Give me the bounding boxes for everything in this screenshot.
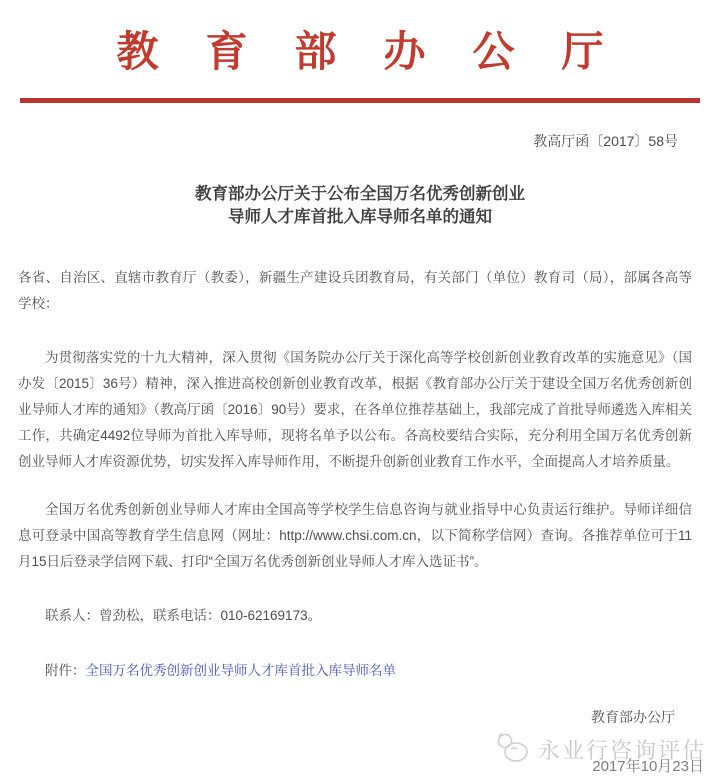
document-body <box>0 265 720 684</box>
attachment-row <box>18 658 692 684</box>
letterhead-divider <box>20 98 700 103</box>
salutation: 各省、自治区、直辖市教育厅（教委），新疆生产建设兵团教育局，有关部门（单位）教育司（局），部属各高等学校： <box>18 270 692 311</box>
watermark-logo-icon <box>494 729 532 772</box>
document-date: 2017年10月23日 <box>592 758 704 775</box>
document-title-line1: 教育部办公厅关于公布全国万名优秀创新创业 <box>195 185 525 203</box>
issuer-signature: 教育部办公厅 <box>591 709 675 725</box>
letterhead-title: 教育部办公厅 <box>116 27 651 76</box>
body-paragraph-2: 全国万名优秀创新创业导师人才库由全国高等学校学生信息咨询与就业指导中心负责运行维护。导师详细信息可登录中国高等教育学生信息网（网址：http://www.chsi.com.cn，以下简称学信网）查询。各推荐单位可于11月15日后登录学信网下载、打印“全国万名优秀创新创业导师人才库入选证书”。 <box>18 502 692 569</box>
contact-info: 联系人：曾劲松，联系电话：010-62169173。 <box>45 608 322 623</box>
attachment-link[interactable]: 全国万名优秀创新创业导师人才库首批入库导师名单 <box>85 663 396 678</box>
document-number: 教高厅函〔2017〕58号 <box>533 133 678 149</box>
watermark-text: 永业行咨询评估 <box>537 737 706 763</box>
body-paragraph-1: 为贯彻落实党的十九大精神，深入贯彻《国务院办公厅关于深化高等学校创新创业教育改革的实施意见》（国办发〔2015〕36号）精神，深入推进高校创新创业教育改革，根据《教育部办公厅关于建设全国万名优秀创新创业导师人才库的通知》（教高厅函〔2016〕90号）要求，在各单位推荐基础上，我部完成了首批导师遴选入库相关工作，共确定4492位导师为首批入库导师，现将名单予以公布。各高校要结合实际，充分利用全国万名优秀创新创业导师人才库资源优势，切实发挥入库导师作用，不断提升创新创业教育工作水平，全面提高人才培养质量。 <box>18 350 692 469</box>
document-title-line2: 导师人才库首批入库导师名单的通知 <box>228 208 492 226</box>
document-title <box>0 183 720 229</box>
attachment-label: 附件： <box>45 663 86 678</box>
